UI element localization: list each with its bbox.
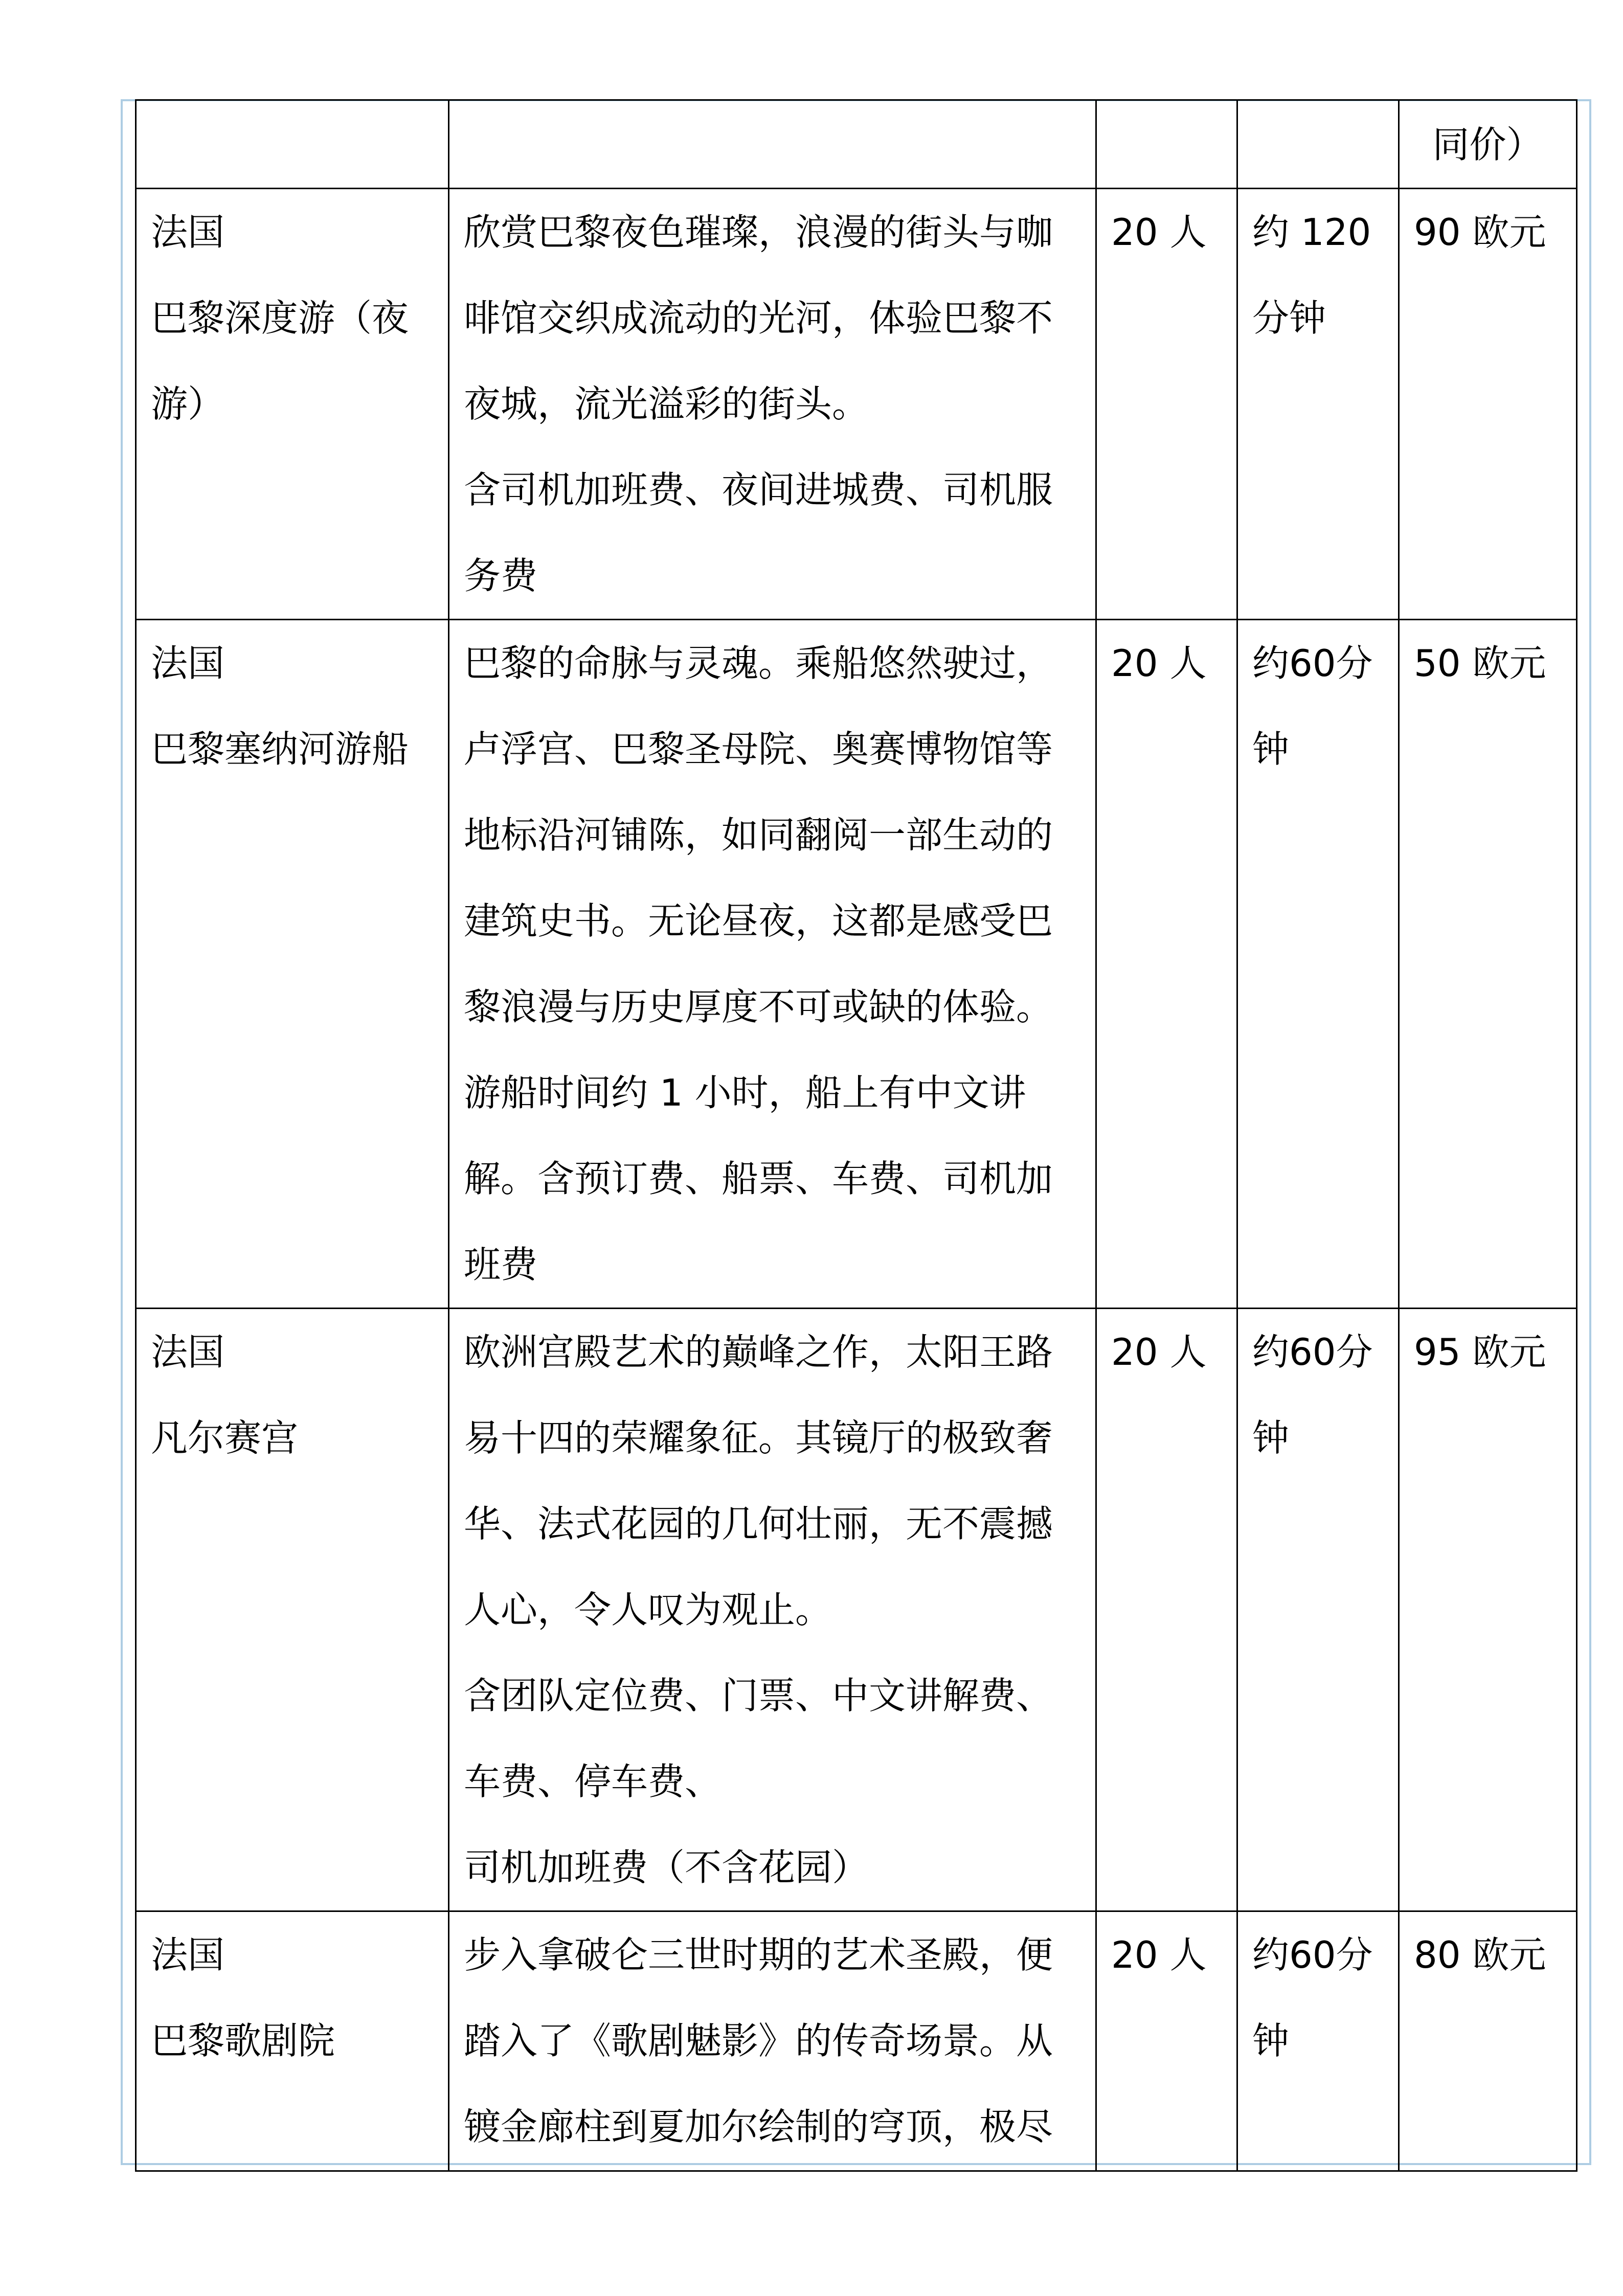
- price-cell: 同价）: [1399, 100, 1577, 189]
- table-row: [136, 1309, 1577, 1911]
- duration-cell: 约 120 分钟: [1237, 189, 1399, 620]
- group-size-cell: [1096, 100, 1237, 189]
- description-text: 含团队定位费、门票、中文讲解费、车费、停车费、: [464, 1674, 1053, 1803]
- price-cell: 80 欧元: [1399, 1911, 1577, 2171]
- country-label: 法国: [151, 211, 225, 254]
- duration-cell: 约60分钟: [1237, 1309, 1399, 1911]
- duration-cell: [1237, 100, 1399, 189]
- description-cell: [449, 1911, 1096, 2171]
- table-row: [136, 620, 1577, 1309]
- table-row: [136, 100, 1577, 189]
- description-text: 司机加班费（不含花园）: [464, 1846, 869, 1889]
- tour-name: 凡尔赛宫: [151, 1416, 299, 1459]
- price-cell: 90 欧元: [1399, 189, 1577, 620]
- tour-price-table: [135, 99, 1577, 2172]
- description-text: 巴黎的命脉与灵魂。乘船悠然驶过，卢浮宫、巴黎圣母院、奥赛博物馆等地标沿河铺陈，如同翻阅一部生动的建筑史书。无论昼夜，这都是感受巴黎浪漫与历史厚度不可或缺的体验。游船时间约 1 小时，船上有中文讲解。含预订费、船票、车费、司机加班费: [464, 642, 1053, 1286]
- country-label: 法国: [151, 1933, 225, 1976]
- description-text: 欣赏巴黎夜色璀璨，浪漫的街头与咖啡馆交织成流动的光河，体验巴黎不夜城，流光溢彩的街头。: [464, 211, 1053, 425]
- description-cell: [449, 620, 1096, 1309]
- price-cell: 50 欧元: [1399, 620, 1577, 1309]
- group-size-cell: 20 人: [1096, 189, 1237, 620]
- group-size-cell: 20 人: [1096, 1309, 1237, 1911]
- name-cell: [136, 620, 449, 1309]
- description-text: 含司机加班费、夜间进城费、司机服务费: [464, 468, 1053, 597]
- duration-cell: 约60分钟: [1237, 620, 1399, 1309]
- tour-name: 巴黎歌剧院: [151, 2019, 335, 2062]
- group-size-cell: 20 人: [1096, 1911, 1237, 2171]
- country-label: 法国: [151, 642, 225, 685]
- description-text: 欧洲宫殿艺术的巅峰之作，太阳王路易十四的荣耀象征。其镜厅的极致奢华、法式花园的几何壮丽，无不震撼人心，令人叹为观止。: [464, 1331, 1053, 1631]
- description-cell: [449, 100, 1096, 189]
- description-cell: [449, 1309, 1096, 1911]
- table-row: [136, 1911, 1577, 2171]
- tour-name: 巴黎深度游（夜游）: [151, 297, 409, 425]
- description-cell: [449, 189, 1096, 620]
- table-row: [136, 189, 1577, 620]
- name-cell: [136, 1911, 449, 2171]
- group-size-cell: 20 人: [1096, 620, 1237, 1309]
- description-text: 步入拿破仑三世时期的艺术圣殿，便踏入了《歌剧魅影》的传奇场景。从镀金廊柱到夏加尔绘制的穹顶，极尽: [464, 1933, 1053, 2148]
- duration-cell: 约60分钟: [1237, 1911, 1399, 2171]
- name-cell: [136, 1309, 449, 1911]
- tour-name: 巴黎塞纳河游船: [151, 728, 409, 771]
- country-label: 法国: [151, 1331, 225, 1374]
- price-cell: 95 欧元: [1399, 1309, 1577, 1911]
- name-cell: [136, 189, 449, 620]
- name-cell: [136, 100, 449, 189]
